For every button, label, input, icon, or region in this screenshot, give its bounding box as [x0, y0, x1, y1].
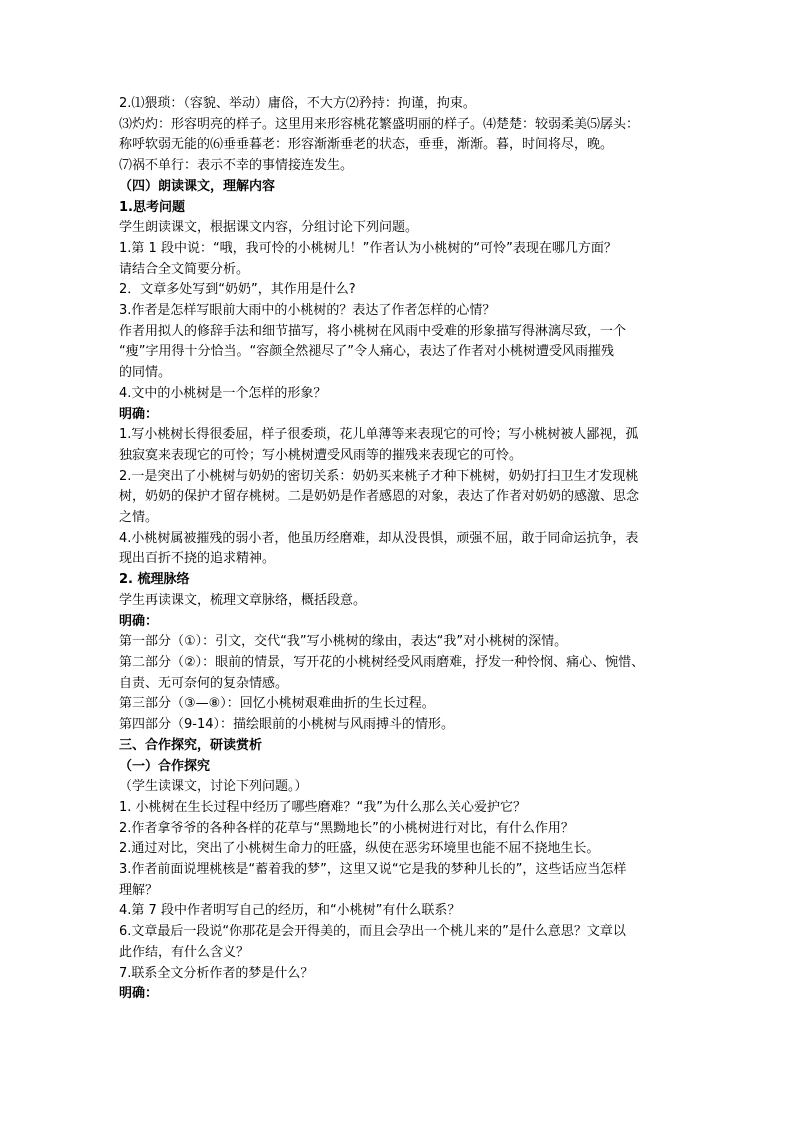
text-line: 作者用拟人的修辞手法和细节描写，将小桃树在风雨中受难的形象描写得淋漓尽致，一个: [119, 323, 627, 339]
text-line: 称呼软弱无能的⑹垂垂暮老：形容渐渐垂老的状态，垂垂，渐渐。暮，时间将尽，晚。: [119, 137, 614, 153]
text-line: 自责、无可奈何的复杂情感。: [119, 675, 289, 691]
text-line: 4.第 7 段中作者明写自己的经历，和“小桃树”有什么联系？: [119, 903, 461, 919]
section-heading: （一）合作探究: [119, 758, 211, 774]
section-heading: 2. 梳理脉络: [119, 572, 190, 588]
section-heading: 明确：: [119, 986, 159, 1002]
text-line: 1.写小桃树长得很委屈，样子很委琐，花儿单薄等来表现它的可怜；写小桃树被人鄙视，孤: [119, 427, 639, 443]
text-line: 独寂寞来表现它的可怜；写小桃树遭受风雨等的摧残来表现它的可怜。: [119, 447, 523, 463]
text-line: 1. 小桃树在生长过程中经历了哪些磨难？“我”为什么那么关心爱护它？: [119, 799, 527, 815]
text-line: （学生读课文，讨论下列问题。）: [119, 779, 308, 795]
text-line: ⑶灼灼：形容明亮的样子。这里用来形容桃花繁盛明丽的样子。⑷楚楚：较弱柔美⑸孱头：: [119, 116, 640, 132]
text-line: 4.文中的小桃树是一个怎样的形象？: [119, 385, 327, 401]
text-line: 此作结，有什么含义？: [119, 944, 250, 960]
section-heading: 明确：: [119, 406, 159, 422]
text-line: 2.一是突出了小桃树与奶奶的密切关系：奶奶买来桃子才种下桃树，奶奶打扫卫生才发现桃: [119, 468, 639, 484]
text-line: 第二部分（②）：眼前的情景，写开花的小桃树经受风雨磨难，抒发一种怜悯、痛心、惋惜、: [119, 654, 645, 670]
text-line: 6.文章最后一段说“你那花是会开得美的，而且会孕出一个桃儿来的”是什么意思？文章以: [119, 924, 626, 940]
text-line: 第四部分（9-14）：描绘眼前的小桃树与风雨搏斗的情形。: [119, 717, 455, 733]
text-line: 现出百折不挠的追求精神。: [119, 551, 276, 567]
section-heading: 三、合作探究，研读赏析: [119, 737, 263, 753]
text-line: 7.联系全文分析作者的梦是什么？: [119, 965, 314, 981]
text-line: 3.作者前面说埋桃核是“蓄着我的梦”，这里又说“它是我的梦种儿长的”，这些话应当怎样: [119, 862, 627, 878]
text-line: 2．文章多处写到“奶奶”，其作用是什么?: [119, 282, 356, 298]
text-line: 请结合全文简要分析。: [119, 261, 250, 277]
text-line: 1.第 1 段中说：“哦，我可怜的小桃树儿！”作者认为小桃树的“可怜”表现在哪几方面？: [119, 240, 617, 256]
text-line: 理解？: [119, 882, 159, 898]
section-heading: （四）朗读课文，理解内容: [119, 178, 276, 194]
section-heading: 1.思考问题: [119, 199, 185, 215]
text-line: 的同情。: [119, 365, 172, 381]
text-line: 2.作者拿爷爷的各种各样的花草与“黑黝地长”的小桃树进行对比，有什么作用？: [119, 820, 574, 836]
text-line: 第一部分（①）：引文，交代“我”写小桃树的缘由，表达“我”对小桃树的深情。: [119, 634, 568, 650]
text-line: 树，奶奶的保护才留存桃树。二是奶奶是作者感恩的对象，表达了作者对奶奶的感激、思念: [119, 489, 640, 505]
text-line: 2.⑴猥琐：（容貌、举动）庸俗，不大方⑵矜持：拘谨，拘束。: [119, 96, 476, 111]
text-line: 第三部分（③—⑧）：回忆小桃树艰难曲折的生长过程。: [119, 696, 435, 712]
section-heading: 明确：: [119, 613, 159, 629]
text-line: 3.作者是怎样写眼前大雨中的小桃树的？表达了作者怎样的心情？: [119, 303, 496, 319]
text-line: 之情。: [119, 510, 159, 526]
document-page: [119, 94, 679, 1005]
text-line: 学生朗读课文，根据课文内容，分组讨论下列问题。: [119, 220, 419, 236]
text-line: 4.小桃树属被摧残的弱小者，他虽历经磨难，却从没畏惧，顽强不屈，敢于同命运抗争，表: [119, 530, 639, 546]
text-line: “瘦”字用得十分恰当。“容颜全然褪尽了”令人痛心，表达了作者对小桃树遭受风雨摧残: [119, 344, 614, 360]
text-line: 2.通过对比，突出了小桃树生命力的旺盛，纵使在恶劣环境里也能不屈不挠地生长。: [119, 841, 600, 857]
text-line: 学生再读课文，梳理文章脉络，概括段意。: [119, 592, 367, 608]
text-line: ⑺祸不单行：表示不幸的事情接连发生。: [119, 158, 354, 174]
